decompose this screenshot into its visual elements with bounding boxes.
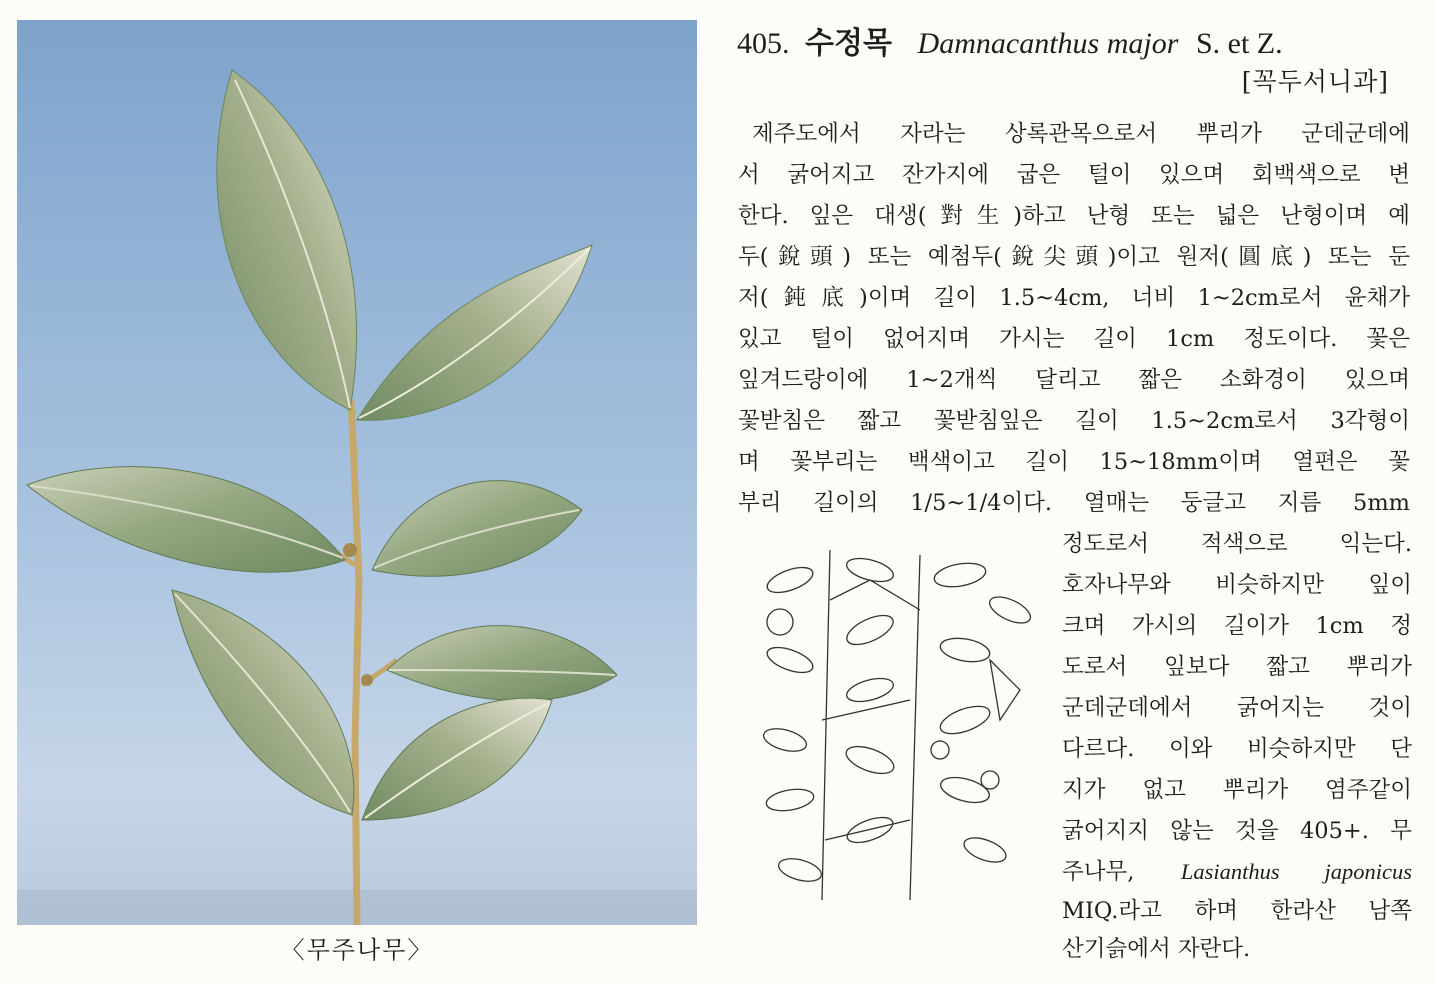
scientific-name: Damnacanthus major — [917, 27, 1179, 60]
photo-caption: 〈무주나무〉 — [280, 936, 434, 964]
korean-name: 수정목 — [805, 26, 892, 61]
body-line: 산기슭에서 자란다. — [1062, 936, 1251, 962]
body-line: 두(銳頭) 또는 예첨두(銳尖頭)이고 원저(圓底) 또는 둔 — [738, 244, 1410, 270]
body-line: 도로서 잎보다 짧고 뿌리가 — [1062, 654, 1412, 680]
body-line: 서 굵어지고 잔가지에 굽은 털이 있으며 회백색으로 변 — [738, 162, 1410, 188]
body-line: 군데군데에서 굵어지는 것이 — [1062, 695, 1412, 721]
body-line — [1062, 861, 1412, 884]
body-line: 있고 털이 없어지며 가시는 길이 1cm 정도이다. 꽃은 — [738, 326, 1410, 352]
body-line: 정도로서 적색으로 익는다. — [1062, 531, 1412, 557]
plant-photo — [17, 20, 697, 925]
body-line: 잎겨드랑이에 1~2개씩 달리고 짧은 소화경이 있으며 — [738, 367, 1410, 393]
body-line: 지가 없고 뿌리가 염주같이 — [1062, 777, 1412, 803]
body-text: 주나무, — [1062, 859, 1135, 885]
body-line: 호자나무와 비슷하지만 잎이 — [1062, 572, 1412, 598]
body-line: 제주도에서 자라는 상록관목으로서 뿌리가 군데군데에 — [752, 121, 1410, 147]
body-line: 며 꽃부리는 백색이고 길이 15~18mm이며 열편은 꽃 — [738, 449, 1410, 475]
body-line: 굵어지지 않는 것을 405+. 무 — [1062, 818, 1412, 844]
body-line: MIQ.라고 하며 한라산 남쪽 — [1062, 898, 1412, 924]
entry-header — [737, 18, 1377, 62]
author-citation: S. et Z. — [1195, 27, 1283, 60]
body-line: 저(鈍底)이며 길이 1.5~4cm, 너비 1~2cm로서 윤채가 — [738, 285, 1410, 311]
scientific-name-inline: Lasianthus japonicus — [1180, 859, 1412, 884]
botanical-illustration — [760, 540, 1045, 910]
body-line: 크며 가시의 길이가 1cm 정 — [1062, 613, 1412, 639]
body-line: 부리 길이의 1/5~1/4이다. 열매는 둥글고 지름 5mm — [738, 490, 1410, 516]
entry-number: 405. — [737, 27, 790, 60]
body-line: 꽃받침은 짧고 꽃받침잎은 길이 1.5~2cm로서 3각형이 — [738, 408, 1410, 434]
family-name: [꼭두서니과] — [1241, 67, 1389, 96]
body-line: 다르다. 이와 비슷하지만 단 — [1062, 736, 1412, 762]
body-line: 한다. 잎은 대생(對生)하고 난형 또는 넓은 난형이며 예 — [738, 203, 1410, 229]
